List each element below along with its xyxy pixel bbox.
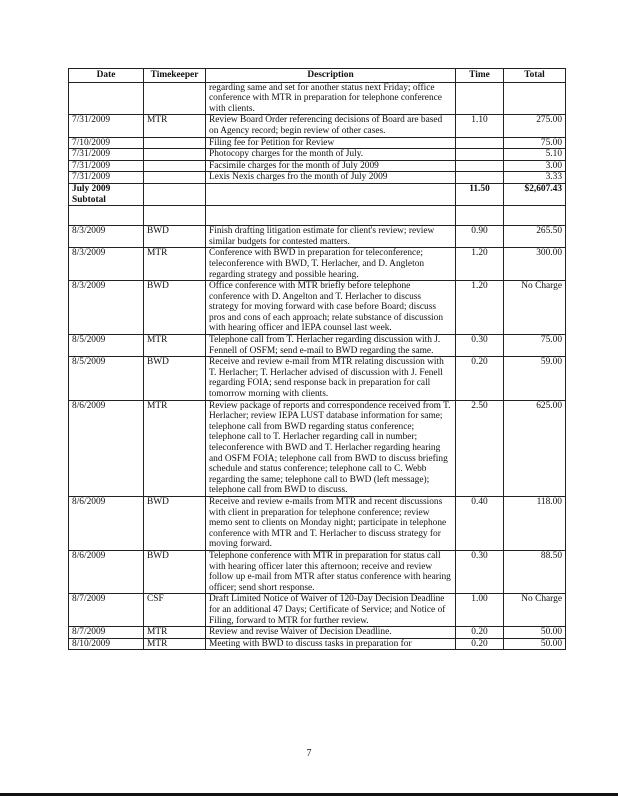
cell-description: Telephone conference with MTR in preparation for status call with hearing officer later this afternoon; receive and review follow up e-mail from MTR after status conference with hearing officer; send short response. — [206, 550, 456, 593]
cell-date: 8/6/2009 — [69, 550, 144, 593]
cell-timekeeper — [144, 183, 206, 205]
cell-date: 8/5/2009 — [69, 335, 144, 357]
cell-time — [456, 206, 504, 226]
cell-time — [456, 82, 504, 115]
cell-time: 0.20 — [456, 357, 504, 400]
cell-timekeeper: BWD — [144, 226, 206, 248]
cell-time: 0.20 — [456, 638, 504, 650]
cell-description: Conference with BWD in preparation for teleconference; teleconference with BWD, T. Herlacher, and D. Angleton regarding strategy and possible hearing. — [206, 248, 456, 281]
cell-time: 1.10 — [456, 115, 504, 137]
header-total: Total — [504, 69, 566, 83]
header-time: Time — [456, 69, 504, 83]
cell-timekeeper: BWD — [144, 550, 206, 593]
cell-date: 7/31/2009 — [69, 149, 144, 161]
cell-date: 7/10/2009 — [69, 137, 144, 149]
cell-timekeeper — [144, 160, 206, 172]
page-number: 7 — [306, 748, 312, 759]
cell-description: Photocopy charges for the month of July. — [206, 149, 456, 161]
cell-description — [206, 206, 456, 226]
cell-time — [456, 137, 504, 149]
cell-timekeeper — [144, 137, 206, 149]
cell-timekeeper — [144, 82, 206, 115]
cell-description: Receive and review e-mail from MTR relating discussion with T. Herlacher; T. Herlacher advised of discussion with J. Fenell regarding FOIA; send response back in preparation for call tomorrow morning with clients. — [206, 357, 456, 400]
cell-date: 8/7/2009 — [69, 594, 144, 627]
cell-description: Finish drafting litigation estimate for client's review; review similar budgets for contested matters. — [206, 226, 456, 248]
cell-timekeeper: MTR — [144, 335, 206, 357]
cell-total: 300.00 — [504, 248, 566, 281]
cell-date: 8/7/2009 — [69, 627, 144, 639]
table-row — [69, 496, 566, 550]
cell-time — [456, 149, 504, 161]
cell-description: Review Board Order referencing decisions of Board are based on Agency record; begin review of other cases. — [206, 115, 456, 137]
cell-timekeeper: MTR — [144, 115, 206, 137]
table-row — [69, 357, 566, 400]
cell-timekeeper: MTR — [144, 638, 206, 650]
cell-total: 275.00 — [504, 115, 566, 137]
cell-date: 8/6/2009 — [69, 496, 144, 550]
cell-time: 11.50 — [456, 183, 504, 205]
cell-date: 7/31/2009 — [69, 172, 144, 184]
table-row — [69, 82, 566, 115]
table-row — [69, 206, 566, 226]
cell-total: 3.33 — [504, 172, 566, 184]
cell-timekeeper — [144, 172, 206, 184]
table-row — [69, 115, 566, 137]
bottom-rule — [0, 793, 618, 796]
cell-timekeeper: BWD — [144, 281, 206, 335]
cell-timekeeper: CSF — [144, 594, 206, 627]
cell-timekeeper: MTR — [144, 248, 206, 281]
cell-description: regarding same and set for another status next Friday; office conference with MTR in preparation for telephone conference with clients. — [206, 82, 456, 115]
cell-time: 0.20 — [456, 627, 504, 639]
cell-description: Facsimile charges for the month of July 2009 — [206, 160, 456, 172]
table-row — [69, 226, 566, 248]
table-row — [69, 149, 566, 161]
cell-timekeeper — [144, 149, 206, 161]
cell-date: 7/31/2009 — [69, 160, 144, 172]
table-row — [69, 627, 566, 639]
cell-total: No Charge — [504, 281, 566, 335]
cell-time: 0.90 — [456, 226, 504, 248]
table-row — [69, 400, 566, 496]
cell-total: 50.00 — [504, 627, 566, 639]
cell-date: 8/3/2009 — [69, 226, 144, 248]
cell-description: Telephone call from T. Herlacher regarding discussion with J. Fennell of OSFM; send e-mail to BWD regarding the same. — [206, 335, 456, 357]
table-body — [69, 82, 566, 650]
cell-total: $2,607.43 — [504, 183, 566, 205]
cell-date — [69, 82, 144, 115]
cell-description: Lexis Nexis charges fro the month of July 2009 — [206, 172, 456, 184]
billing-table — [68, 68, 566, 650]
cell-time — [456, 160, 504, 172]
cell-date: 8/3/2009 — [69, 281, 144, 335]
cell-total: 625.00 — [504, 400, 566, 496]
cell-total: 265.50 — [504, 226, 566, 248]
table-row — [69, 281, 566, 335]
cell-timekeeper: MTR — [144, 400, 206, 496]
cell-total: 5.10 — [504, 149, 566, 161]
table-row — [69, 137, 566, 149]
cell-time: 2.50 — [456, 400, 504, 496]
cell-description: Review package of reports and correspondence received from T. Herlacher; review IEPA LUST database information for same; telephone call from BWD regarding status conference; telephone call to T. Herlacher regarding call in number; teleconference with BWD and T. Herlacher regarding hearing and OSFM FOIA; telephone call from BWD to discuss briefing schedule and status conference; telephone call to C. Webb regarding the same; telephone call to BWD (left message); telephone call from BWD to discuss. — [206, 400, 456, 496]
cell-total: No Charge — [504, 594, 566, 627]
cell-time: 0.40 — [456, 496, 504, 550]
cell-timekeeper: BWD — [144, 496, 206, 550]
cell-time: 1.20 — [456, 248, 504, 281]
cell-timekeeper: MTR — [144, 627, 206, 639]
cell-total: 59.00 — [504, 357, 566, 400]
table-row — [69, 160, 566, 172]
table-row — [69, 335, 566, 357]
cell-description: Review and revise Waiver of Decision Deadline. — [206, 627, 456, 639]
cell-description: Receive and review e-mails from MTR and recent discussions with client in preparation for telephone conference; review memo sent to clients on Monday night; participate in telephone conference with MTR and T. Herlacher to discuss strategy for moving forward. — [206, 496, 456, 550]
cell-total: 3.00 — [504, 160, 566, 172]
table-row — [69, 172, 566, 184]
header-timekeeper: Timekeeper — [144, 69, 206, 83]
cell-total — [504, 82, 566, 115]
cell-time: 1.00 — [456, 594, 504, 627]
cell-total — [504, 206, 566, 226]
table-row — [69, 248, 566, 281]
cell-date: 8/10/2009 — [69, 638, 144, 650]
cell-total: 75.00 — [504, 137, 566, 149]
table-row — [69, 550, 566, 593]
cell-timekeeper: BWD — [144, 357, 206, 400]
cell-total: 50.00 — [504, 638, 566, 650]
cell-time — [456, 172, 504, 184]
table-header-row — [69, 69, 566, 83]
cell-time: 0.30 — [456, 550, 504, 593]
table-row — [69, 638, 566, 650]
cell-description: Filing fee for Petition for Review — [206, 137, 456, 149]
cell-timekeeper — [144, 206, 206, 226]
cell-description: Draft Limited Notice of Waiver of 120-Day Decision Deadline for an additional 47 Days; Certificate of Service; and Notice of Filing, forward to MTR for further review. — [206, 594, 456, 627]
header-date: Date — [69, 69, 144, 83]
table-row — [69, 183, 566, 205]
cell-time: 0.30 — [456, 335, 504, 357]
cell-date: 7/31/2009 — [69, 115, 144, 137]
cell-description: Meeting with BWD to discuss tasks in preparation for — [206, 638, 456, 650]
cell-total: 75.00 — [504, 335, 566, 357]
table-row — [69, 594, 566, 627]
header-description: Description — [206, 69, 456, 83]
cell-date: 8/5/2009 — [69, 357, 144, 400]
cell-total: 118.00 — [504, 496, 566, 550]
cell-description: Office conference with MTR briefly before telephone conference with D. Angelton and T. Herlacher to discuss strategy for moving forward with case before Board; discuss pros and cons of each approach; relate substance of discussion with hearing officer and IEPA counsel last week. — [206, 281, 456, 335]
cell-total: 88.50 — [504, 550, 566, 593]
cell-date: 8/6/2009 — [69, 400, 144, 496]
cell-time: 1.20 — [456, 281, 504, 335]
cell-date — [69, 206, 144, 226]
cell-description — [206, 183, 456, 205]
cell-date: 8/3/2009 — [69, 248, 144, 281]
cell-date: July 2009 Subtotal — [69, 183, 144, 205]
